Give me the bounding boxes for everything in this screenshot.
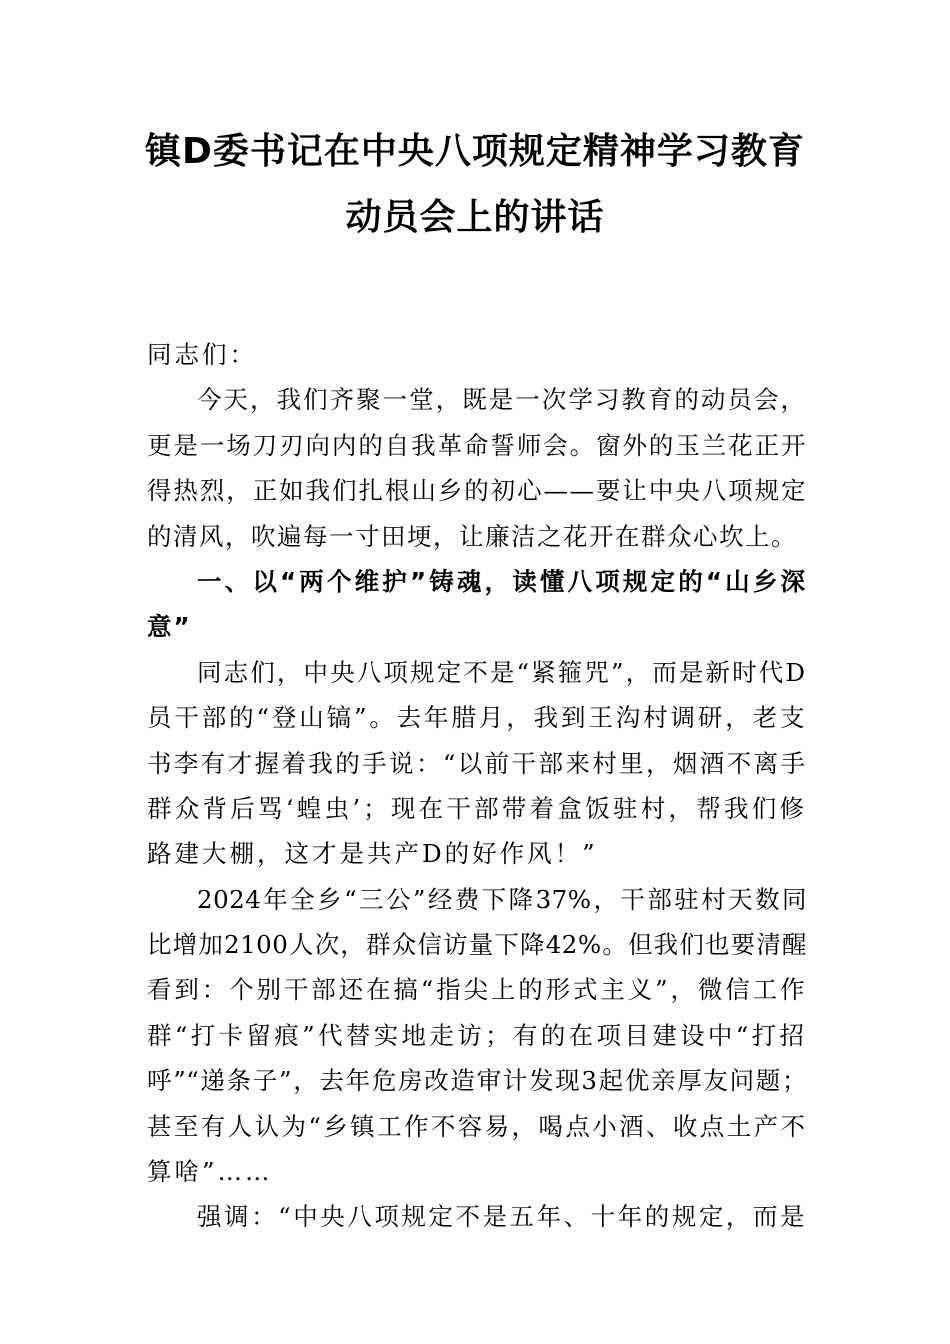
salutation: 同志们：	[147, 340, 257, 369]
section-heading-1-line-1: 一、以“两个维护”铸魂，读懂八项规定的“山乡深	[197, 566, 807, 596]
paragraph-3-line-1: 2024年全乡“三公”经费下降37%，干部驻村天数同	[197, 884, 807, 914]
paragraph-1-line-1: 今天，我们齐聚一堂，既是一次学习教育的动员会，	[197, 385, 807, 415]
paragraph-3-line-5: 呼”“递条子”，去年危房改造审计发现3起优亲厚友问题；	[147, 1066, 807, 1096]
paragraph-2-line-4: 群众背后骂‘蝗虫’；现在干部带着盒饭驻村，帮我们修	[147, 793, 807, 823]
paragraph-1-line-4: 的清风，吹遍每一寸田埂，让廉洁之花开在群众心坎上。	[147, 521, 797, 551]
paragraph-2-line-2: 员干部的“登山镐”。去年腊月，我到王沟村调研，老支	[147, 703, 807, 733]
paragraph-4-line-1: 强调：“中央八项规定不是五年、十年的规定，而是	[197, 1202, 807, 1232]
paragraph-2-line-1: 同志们，中央八项规定不是“紧箍咒”，而是新时代D	[197, 657, 807, 687]
paragraph-1-line-3: 得热烈，正如我们扎根山乡的初心——要让中央八项规定	[147, 476, 807, 506]
document-title-line-1: 镇D委书记在中央八项规定精神学习教育	[145, 131, 805, 172]
paragraph-1-line-2: 更是一场刀刃向内的自我革命誓师会。窗外的玉兰花正开	[147, 430, 807, 460]
paragraph-3-line-4: 群“打卡留痕”代替实地走访；有的在项目建设中“打招	[147, 1020, 807, 1050]
paragraph-3-line-2: 比增加2100人次，群众信访量下降42%。但我们也要清醒	[147, 930, 807, 960]
document-title-line-2: 动员会上的讲话	[345, 197, 605, 238]
paragraph-2-line-3: 书李有才握着我的手说：“以前干部来村里，烟酒不离手	[147, 748, 807, 778]
document-body	[147, 332, 807, 1240]
section-heading-1-line-2: 意”	[147, 612, 192, 642]
paragraph-3-line-6: 甚至有人认为“乡镇工作不容易，喝点小酒、收点土产不	[147, 1111, 807, 1141]
paragraph-2-line-5: 路建大棚，这才是共产D的好作风！”	[147, 839, 598, 869]
paragraph-3-line-3: 看到：个别干部还在搞“指尖上的形式主义”，微信工作	[147, 975, 807, 1005]
paragraph-3-line-7: 算啥”……	[147, 1157, 273, 1187]
